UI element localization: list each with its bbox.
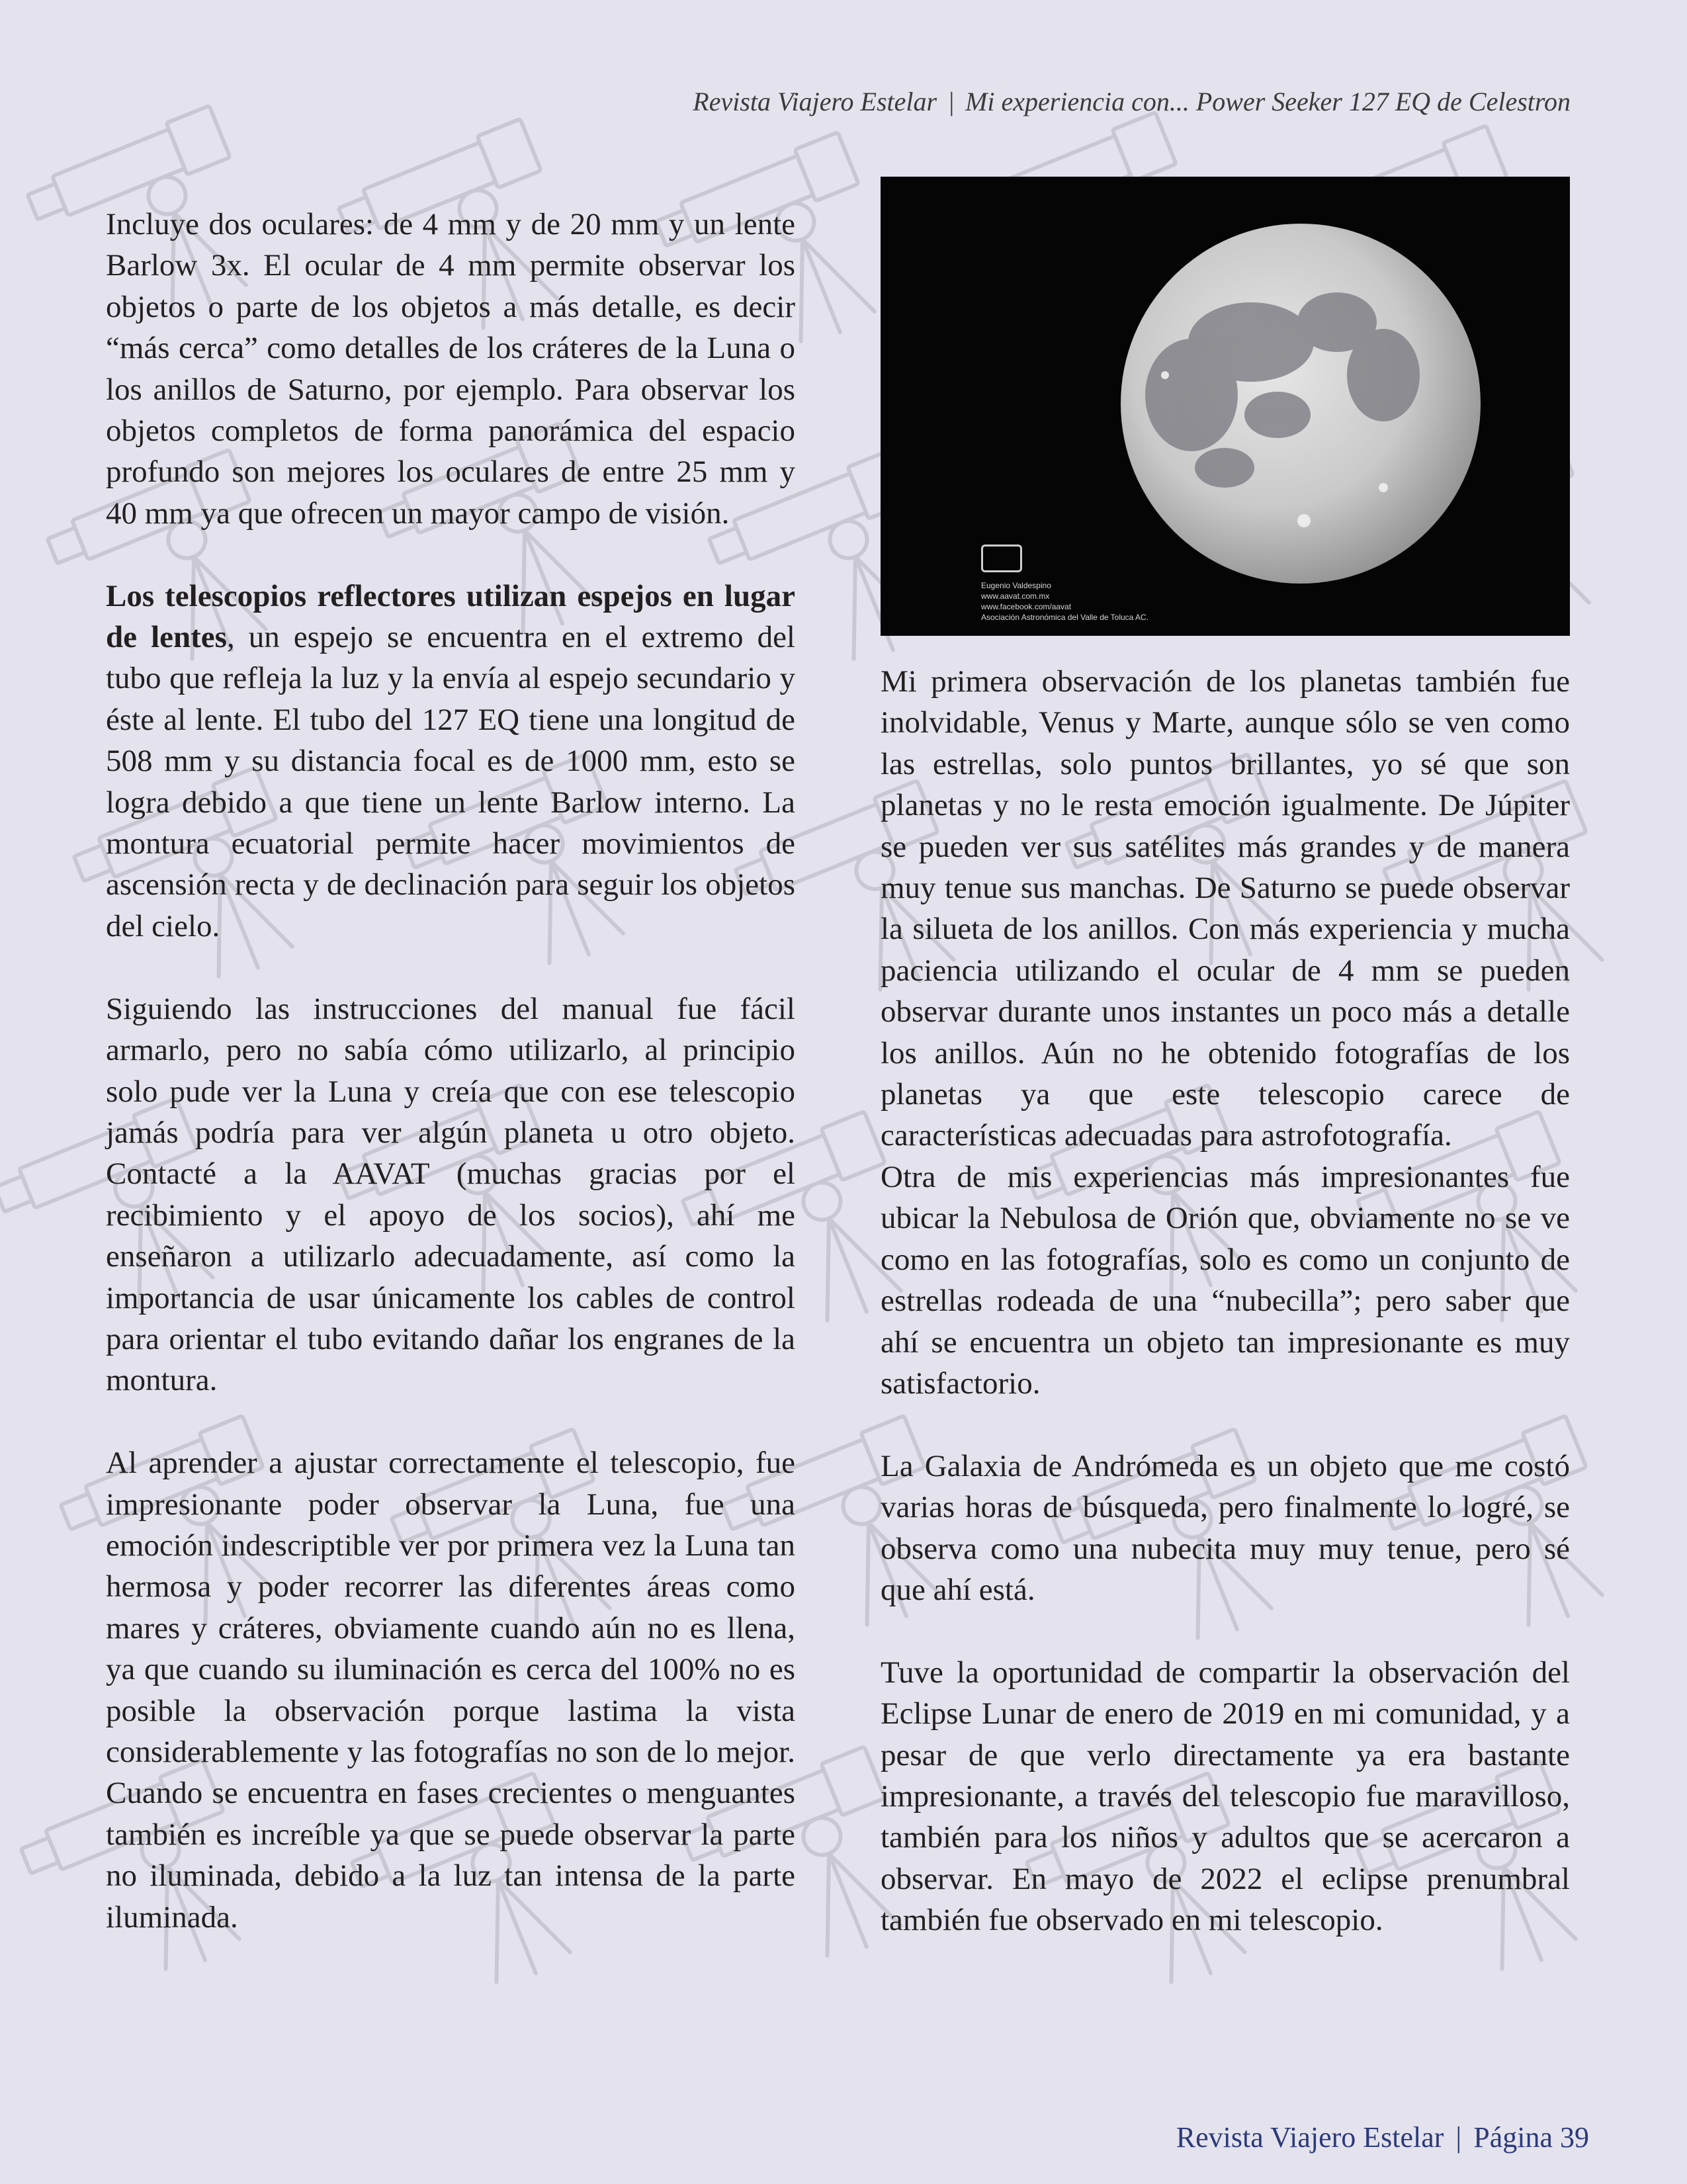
page-number: Página 39 <box>1473 2121 1589 2154</box>
footer-separator: | <box>1455 2121 1462 2154</box>
moon-photo <box>881 177 1570 636</box>
paragraph-reflectors-body: , un espejo se encuentra en el extremo del tubo que refleja la luz y la envía al espejo secundario y éste al lente. El tubo del 127 EQ tiene una longitud de 508 mm y su distancia focal es de 1000 mm, esto se logra debido a que tiene un lente Barlow interno. La montura ecuatorial permite hacer movimientos de ascensión recta y de declinación para seguir los objetos del cielo. <box>106 620 795 943</box>
header-magazine-title: Revista Viajero Estelar <box>693 87 937 116</box>
paragraph-eyepieces: Incluye dos oculares: de 4 mm y de 20 mm y un lente Barlow 3x. El ocular de 4 mm permite observar los objetos o parte de los objetos a más detalle, es decir “más cerca” como detalles de los cráteres de la Luna o los anillos de Saturno, por ejemplo. Para observar los objetos completos de forma panorámica del espacio profundo son mejores los oculares de entre 25 mm y 40 mm ya que ofrecen un mayor campo de visión. <box>106 207 795 531</box>
photo-credit-facebook: www.facebook.com/aavat <box>981 602 1072 611</box>
left-column <box>106 204 795 1938</box>
footer-magazine-title: Revista Viajero Estelar <box>1176 2121 1444 2154</box>
paragraph-eclipse: Tuve la oportunidad de compartir la observación del Eclipse Lunar de enero de 2019 en mi comunidad, y a pesar de que verlo directamente ya era bastante impresionante, a través del telescopio fue maravilloso, también para los niños y adultos que se acercaron a observar. En mayo de 2022 el eclipse prenumbral también fue observado en mi telescopio. <box>881 1655 1570 1938</box>
running-header <box>693 86 1571 117</box>
photo-credit-web: www.aavat.com.mx <box>981 591 1050 601</box>
paragraph-reflectors <box>106 576 795 947</box>
photo-credit-name: Eugenio Valdespino <box>981 581 1051 590</box>
paragraph-reflectors-lead: Los telescopios reflectores utilizan espejos en lugar de lentes <box>106 578 795 655</box>
paragraph-assembly: Siguiendo las instrucciones del manual fue fácil armarlo, pero no sabía cómo utilizarlo, al principio solo pude ver la Luna y creía que con ese telescopio jamás podría para ver algún planeta u otro objeto. Contacté a la AAVAT (muchas gracias por el recibimiento y el apoyo de los socios), ahí me enseñaron a utilizarlo adecuadamente, así como la importancia de usar únicamente los cables de control para orientar el tubo evitando dañar los engranes de la montura. <box>106 991 795 1398</box>
page-footer <box>1176 2120 1589 2154</box>
aavat-logo <box>981 545 1022 572</box>
photo-credit <box>981 545 1148 623</box>
paragraph-planets: Mi primera observación de los planetas también fue inolvidable, Venus y Marte, aunque sólo se ven como las estrellas, solo puntos brillantes, yo sé que son planetas y no le resta emoción igualmente. De Júpiter se pueden ver sus satélites más grandes y de manera muy tenue sus manchas. De Saturno se puede observar la silueta de los anillos. Con más experiencia y mucha paciencia utilizando el ocular de 4 mm se pueden observar durante unos instantes un poco más a detalle los anillos. Aún no he obtenido fotografías de los planetas ya que este telescopio carece de características adecuadas para astrofotografía. <box>881 664 1570 1153</box>
photo-credit-org: Asociación Astronómica del Valle de Toluca AC. <box>981 613 1149 622</box>
right-column <box>881 661 1570 1941</box>
paragraph-orion-nebula: Otra de mis experiencias más impresionantes fue ubicar la Nebulosa de Orión que, obviamente no se ve como en las fotografías, solo es como un conjunto de estrellas rodeada de una “nubecilla”; pero saber que ahí se encuentra un objeto tan impresionante es muy satisfactorio. <box>881 1159 1570 1401</box>
header-separator: | <box>947 87 955 116</box>
paragraph-andromeda: La Galaxia de Andrómeda es un objeto que me costó varias horas de búsqueda, pero finalmente lo logré, se observa como una nubecita muy muy tenue, pero sé que ahí está. <box>881 1448 1570 1607</box>
header-article-title: Mi experiencia con... Power Seeker 127 EQ de Celestron <box>965 87 1571 116</box>
paragraph-moon-observation: Al aprender a ajustar correctamente el telescopio, fue impresionante poder observar la Luna, fue una emoción indescriptible ver por primera vez la Luna tan hermosa y poder recorrer las diferentes áreas como mares y cráteres, obviamente cuando aún no es llena, ya que cuando su iluminación es cerca del 100% no es posible la observación porque lastima la vista considerablemente y las fotografías no son de lo mejor. Cuando se encuentra en fases crecientes o menguantes también es increíble ya que se puede observar la parte no iluminada, debido a la luz tan intensa de la parte iluminada. <box>106 1446 795 1935</box>
